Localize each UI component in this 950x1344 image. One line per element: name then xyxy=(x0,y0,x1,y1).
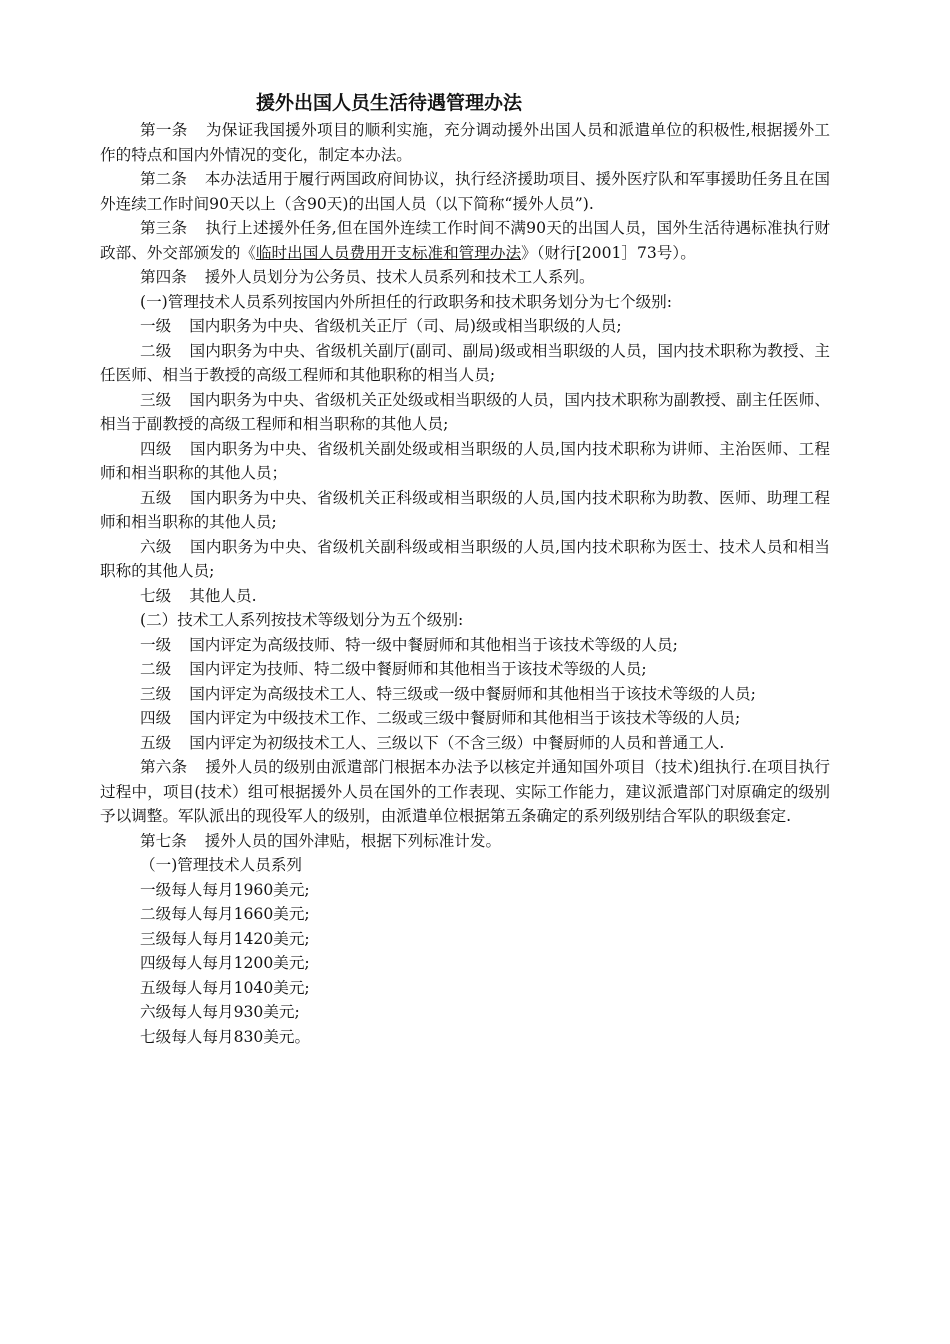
allowance-level-5: 五级每人每月1040美元; xyxy=(140,978,310,997)
mgmt-level-6-text: 国内职务为中央、省级机关副科级或相当职级的人员,国内技术职称为医士、技术人员和相当职称的其他人员; xyxy=(100,537,830,580)
section-heading-management: (一)管理技术人员系列按国内外所担任的行政职务和技术职务划分为七个级别: xyxy=(140,292,673,311)
article-7-text: 援外人员的国外津贴，根据下列标准计发。 xyxy=(204,831,502,850)
section-heading-workers: (二）技术工人系列按技术等级划分为五个级别: xyxy=(140,611,464,629)
mgmt-level-2-text: 国内职务为中央、省级机关副厅(副司、副局)级或相当职级的人员，国内技术职称为教授、主任医师、相当于教授的高级工程师和其他职称的相当人员; xyxy=(100,341,830,384)
worker-level-2-lead: 二级 xyxy=(140,660,172,678)
article-1-text: 为保证我国援外项目的顺利实施，充分调动援外出国人员和派遣单位的积极性,根据援外工作的特点和国内外情况的变化，制定本办法。 xyxy=(100,121,830,164)
mgmt-level-4-lead: 四级 xyxy=(140,439,172,458)
article-7 xyxy=(100,829,830,854)
mgmt-level-1 xyxy=(100,314,830,339)
mgmt-level-7-lead: 七级 xyxy=(140,586,172,605)
allowance-level-2: 二级每人每月1660美元; xyxy=(140,905,310,923)
worker-level-2 xyxy=(100,657,830,682)
allowance-level-3: 三级每人每月1420美元; xyxy=(140,929,310,948)
article-2-text: 本办法适用于履行两国政府间协议，执行经济援助项目、援外医疗队和军事援助任务且在国外连续工作时间90天以上（含90天)的出国人员（以下简称“援外人员”). xyxy=(100,170,830,213)
article-3-text-a: 执行上述援外任务,但在国外连续工作时间不满90天的出国人员，国外生活待遇标准执行财政部、外交部颁发的《 xyxy=(100,219,830,262)
article-4-lead: 第四条 xyxy=(140,268,187,286)
mgmt-level-3-text: 国内职务为中央、省级机关正处级或相当职级的人员，国内技术职称为副教授、副主任医师、相当于副教授的高级工程师和相当职称的其他人员; xyxy=(100,390,830,433)
article-4 xyxy=(100,265,830,290)
document-page xyxy=(100,88,830,1049)
mgmt-level-4 xyxy=(100,437,830,486)
worker-level-1-lead: 一级 xyxy=(140,635,172,654)
worker-level-3-lead: 三级 xyxy=(140,684,172,703)
mgmt-level-1-lead: 一级 xyxy=(140,317,172,335)
mgmt-level-7 xyxy=(100,584,830,609)
worker-level-5-text: 国内评定为初级技术工人、三级以下（不含三级）中餐厨师的人员和普通工人. xyxy=(189,733,725,752)
mgmt-level-1-text: 国内职务为中央、省级机关正厅（司、局)级或相当职级的人员; xyxy=(189,317,622,335)
allowance-level-7: 七级每人每月830美元。 xyxy=(140,1027,311,1046)
mgmt-level-6 xyxy=(100,535,830,584)
mgmt-level-2-lead: 二级 xyxy=(140,341,172,360)
article-2-lead: 第二条 xyxy=(140,170,187,188)
article-7-lead: 第七条 xyxy=(140,831,187,850)
regulation-link[interactable]: 临时出国人员费用开支标准和管理办法 xyxy=(255,243,522,262)
worker-level-3-text: 国内评定为高级技术工人、特三级或一级中餐厨师和其他相当于该技术等级的人员; xyxy=(189,684,756,703)
article-3-text-b: 》（财行[2001］73号）。 xyxy=(521,243,696,262)
mgmt-level-4-text: 国内职务为中央、省级机关副处级或相当职级的人员,国内技术职称为讲师、主治医师、工程师和相当职称的其他人员； xyxy=(100,439,830,482)
mgmt-level-2 xyxy=(100,339,830,388)
article-3-lead: 第三条 xyxy=(140,219,188,237)
article-3 xyxy=(100,216,830,265)
worker-level-1 xyxy=(100,633,830,658)
worker-level-5 xyxy=(100,731,830,756)
allowance-level-1: 一级每人每月1960美元; xyxy=(140,880,310,899)
mgmt-level-5-text: 国内职务为中央、省级机关正科级或相当职级的人员,国内技术职称为助教、医师、助理工程师和相当职称的其他人员; xyxy=(100,488,830,531)
mgmt-level-5 xyxy=(100,486,830,535)
article-6 xyxy=(100,755,830,829)
article-6-text: 援外人员的级别由派遣部门根据本办法予以核定并通知国外项目（技术)组执行.在项目执行过程中，项目(技术）组可根据援外人员在国外的工作表现、实际工作能力，建议派遣部门对原确定的级别予以调整。军队派出的现役军人的级别，由派遣单位根据第五条确定的系列级别结合军队的职级套定. xyxy=(100,758,830,825)
article-4-text: 援外人员划分为公务员、技术人员系列和技术工人系列。 xyxy=(204,268,595,286)
worker-level-5-lead: 五级 xyxy=(140,733,172,752)
worker-level-3 xyxy=(100,682,830,707)
mgmt-level-5-lead: 五级 xyxy=(140,488,172,507)
mgmt-level-6-lead: 六级 xyxy=(140,537,172,556)
document-title: 援外出国人员生活待遇管理办法 xyxy=(256,92,523,114)
worker-level-2-text: 国内评定为技师、特二级中餐厨师和其他相当于该技术等级的人员; xyxy=(189,660,647,678)
mgmt-level-3 xyxy=(100,388,830,437)
article-1-lead: 第一条 xyxy=(140,121,188,139)
worker-level-4-text: 国内评定为中级技术工作、二级或三级中餐厨师和其他相当于该技术等级的人员; xyxy=(189,709,741,727)
mgmt-level-7-text: 其他人员. xyxy=(189,586,257,605)
worker-level-4 xyxy=(100,706,830,731)
article-6-lead: 第六条 xyxy=(140,758,188,776)
worker-level-4-lead: 四级 xyxy=(140,709,172,727)
article-1 xyxy=(100,118,830,167)
allowance-heading: （一)管理技术人员系列 xyxy=(140,856,303,874)
allowance-level-4: 四级每人每月1200美元; xyxy=(140,954,310,972)
mgmt-level-3-lead: 三级 xyxy=(140,390,172,409)
allowance-level-6: 六级每人每月930美元; xyxy=(140,1003,300,1021)
worker-level-1-text: 国内评定为高级技师、特一级中餐厨师和其他相当于该技术等级的人员; xyxy=(189,635,678,654)
article-2 xyxy=(100,167,830,216)
